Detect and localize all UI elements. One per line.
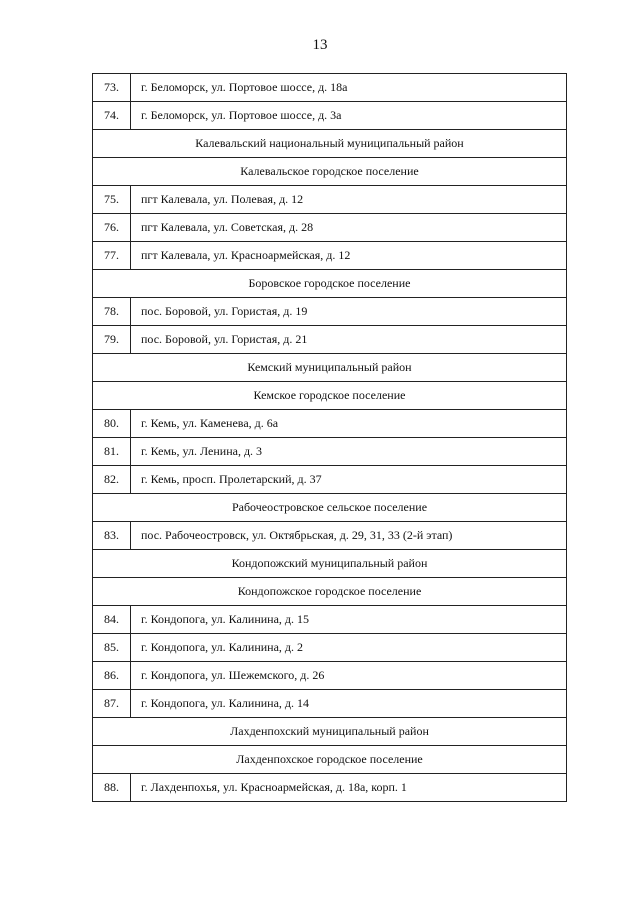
section-heading-row xyxy=(93,550,567,578)
row-address: г. Беломорск, ул. Портовое шоссе, д. 3а xyxy=(131,102,567,130)
row-address: пгт Калевала, ул. Советская, д. 28 xyxy=(131,214,567,242)
table-row xyxy=(93,186,567,214)
row-number: 80. xyxy=(93,410,131,438)
row-number: 77. xyxy=(93,242,131,270)
section-heading: Лахденпохский муниципальный район xyxy=(93,718,567,746)
row-address: г. Кондопога, ул. Калинина, д. 15 xyxy=(131,606,567,634)
row-number: 88. xyxy=(93,774,131,802)
section-heading: Кемский муниципальный район xyxy=(93,354,567,382)
section-heading: Кондопожское городское поселение xyxy=(93,578,567,606)
table-row xyxy=(93,410,567,438)
row-number: 87. xyxy=(93,690,131,718)
section-heading-row xyxy=(93,494,567,522)
row-number: 74. xyxy=(93,102,131,130)
section-heading-row xyxy=(93,354,567,382)
section-heading: Кондопожский муниципальный район xyxy=(93,550,567,578)
row-number: 81. xyxy=(93,438,131,466)
table-row xyxy=(93,102,567,130)
row-address: г. Кемь, ул. Ленина, д. 3 xyxy=(131,438,567,466)
row-address: пгт Калевала, ул. Полевая, д. 12 xyxy=(131,186,567,214)
row-number: 79. xyxy=(93,326,131,354)
row-address: г. Кондопога, ул. Шежемского, д. 26 xyxy=(131,662,567,690)
table-row xyxy=(93,774,567,802)
row-number: 73. xyxy=(93,74,131,102)
section-heading: Рабочеостровское сельское поселение xyxy=(93,494,567,522)
table-row xyxy=(93,662,567,690)
table-row xyxy=(93,522,567,550)
table-row xyxy=(93,242,567,270)
row-address: пгт Калевала, ул. Красноармейская, д. 12 xyxy=(131,242,567,270)
section-heading-row xyxy=(93,158,567,186)
page-number: 13 xyxy=(312,37,328,53)
table-row xyxy=(93,606,567,634)
table-row xyxy=(93,298,567,326)
row-number: 86. xyxy=(93,662,131,690)
table-row xyxy=(93,326,567,354)
address-table-body xyxy=(93,74,567,802)
row-number: 78. xyxy=(93,298,131,326)
row-address: пос. Боровой, ул. Гористая, д. 21 xyxy=(131,326,567,354)
row-number: 85. xyxy=(93,634,131,662)
table-row xyxy=(93,466,567,494)
table-row xyxy=(93,690,567,718)
section-heading-row xyxy=(93,270,567,298)
row-address: г. Кондопога, ул. Калинина, д. 2 xyxy=(131,634,567,662)
address-table xyxy=(92,73,567,802)
row-address: г. Кондопога, ул. Калинина, д. 14 xyxy=(131,690,567,718)
table-row xyxy=(93,634,567,662)
section-heading-row xyxy=(93,578,567,606)
section-heading: Калевальский национальный муниципальный район xyxy=(93,130,567,158)
row-address: г. Лахденпохья, ул. Красноармейская, д. 18а, корп. 1 xyxy=(131,774,567,802)
row-number: 84. xyxy=(93,606,131,634)
section-heading: Кемское городское поселение xyxy=(93,382,567,410)
row-address: г. Кемь, ул. Каменева, д. 6а xyxy=(131,410,567,438)
section-heading-row xyxy=(93,718,567,746)
table-row xyxy=(93,438,567,466)
table-row xyxy=(93,74,567,102)
section-heading-row xyxy=(93,382,567,410)
section-heading: Лахденпохское городское поселение xyxy=(93,746,567,774)
row-number: 76. xyxy=(93,214,131,242)
row-address: пос. Рабочеостровск, ул. Октябрьская, д. 29, 31, 33 (2-й этап) xyxy=(131,522,567,550)
section-heading: Калевальское городское поселение xyxy=(93,158,567,186)
row-number: 83. xyxy=(93,522,131,550)
section-heading-row xyxy=(93,746,567,774)
table-row xyxy=(93,214,567,242)
row-address: г. Кемь, просп. Пролетарский, д. 37 xyxy=(131,466,567,494)
section-heading: Боровское городское поселение xyxy=(93,270,567,298)
row-number: 75. xyxy=(93,186,131,214)
row-number: 82. xyxy=(93,466,131,494)
section-heading-row xyxy=(93,130,567,158)
row-address: пос. Боровой, ул. Гористая, д. 19 xyxy=(131,298,567,326)
row-address: г. Беломорск, ул. Портовое шоссе, д. 18а xyxy=(131,74,567,102)
